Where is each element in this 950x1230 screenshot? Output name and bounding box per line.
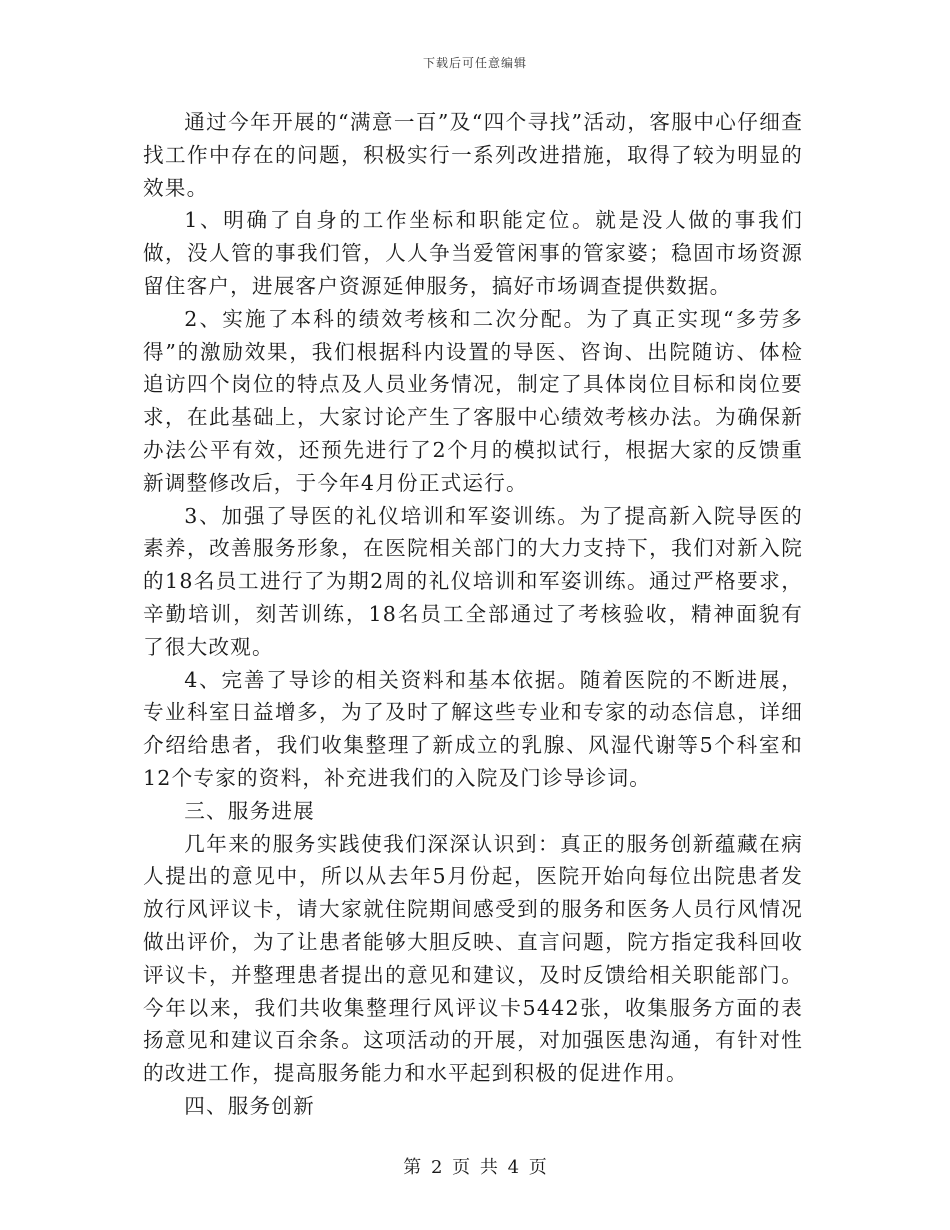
page-footer: 第 2 页 共 4 页 [403, 1157, 547, 1178]
document-body [143, 106, 803, 1123]
item-3-paragraph: 3、加强了导医的礼仪培训和军姿训练。为了提高新入院导医的素养，改善服务形象，在医院相关部门的大力支持下，我们对新入院的18名员工进行了为期2周的礼仪培训和军姿训练。通过严格要求，辛勤培训，刻苦训练，18名员工全部通过了考核验收，精神面貌有了很大改观。 [143, 503, 803, 659]
item-1-paragraph: 1、明确了自身的工作坐标和职能定位。就是没人做的事我们做，没人管的事我们管，人人争当爱管闲事的管家婆；稳固市场资源留住客户，进展客户资源延伸服务，搞好市场调查提供数据。 [143, 208, 803, 298]
section-heading-3: 三、服务进展 [184, 798, 315, 823]
section-3-paragraph: 几年来的服务实践使我们深深认识到：真正的服务创新蕴藏在病人提出的意见中，所以从去年5月份起，医院开始向每位出院患者发放行风评议卡，请大家就住院期间感受到的服务和医务人员行风情况做出评价，为了让患者能够大胆反映、直言问题，院方指定我科回收评议卡，并整理患者提出的意见和建议，及时反馈给相关职能部门。今年以来，我们共收集整理行风评议卡5442张，收集服务方面的表扬意见和建议百余条。这项活动的开展，对加强医患沟通，有针对性的改进工作，提高服务能力和水平起到积极的促进作用。 [143, 831, 803, 1086]
section-heading-4: 四、服务创新 [184, 1093, 315, 1118]
intro-paragraph: 通过今年开展的“满意一百”及“四个寻找”活动，客服中心仔细查找工作中存在的问题，积极实行一系列改进措施，取得了较为明显的效果。 [143, 110, 803, 200]
item-2-paragraph: 2、实施了本科的绩效考核和二次分配。为了真正实现“多劳多得”的激励效果，我们根据科内设置的导医、咨询、出院随访、体检追访四个岗位的特点及人员业务情况，制定了具体岗位目标和岗位要求，在此基础上，大家讨论产生了客服中心绩效考核办法。为确保新办法公平有效，还预先进行了2个月的模拟试行，根据大家的反馈重新调整修改后，于今年4月份正式运行。 [143, 306, 803, 495]
item-4-paragraph: 4、完善了导诊的相关资料和基本依据。随着医院的不断进展，专业科室日益增多，为了及时了解这些专业和专家的动态信息，详细介绍给患者，我们收集整理了新成立的乳腺、风湿代谢等5个科室和12个专家的资料，补充进我们的入院及门诊导诊词。 [143, 667, 803, 790]
page-header: 下载后可任意编辑 [422, 56, 527, 70]
